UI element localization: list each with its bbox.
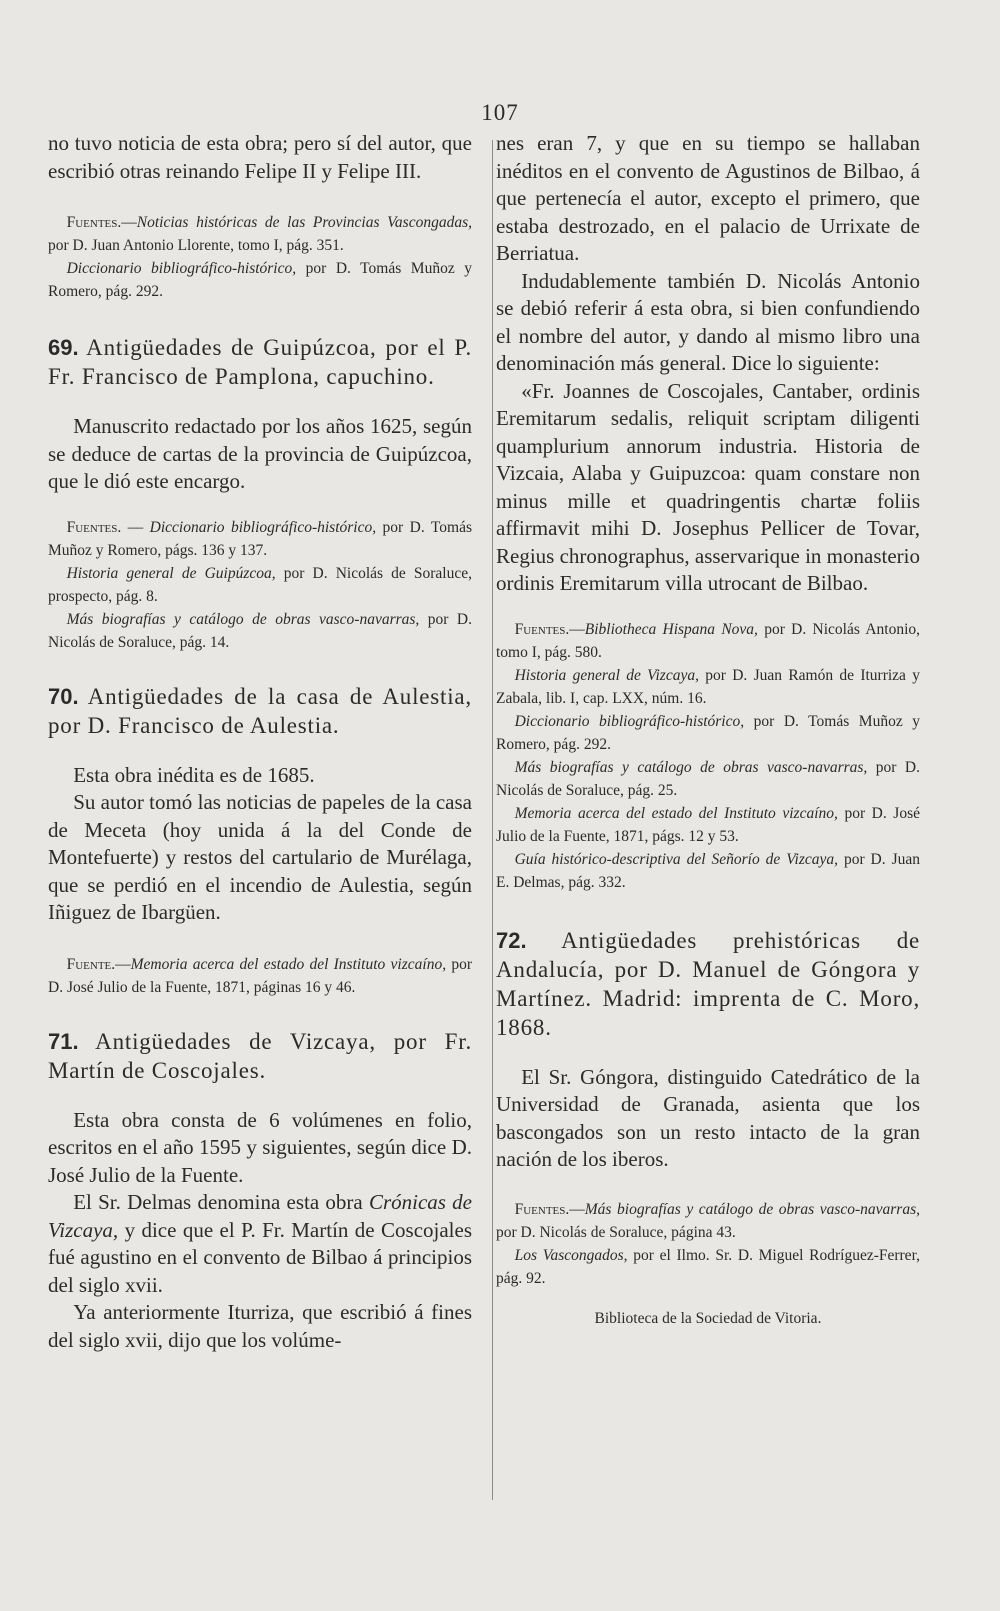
sources-note — [496, 618, 920, 894]
right-column — [496, 130, 920, 1328]
left-column — [48, 130, 472, 1354]
sources-note — [48, 516, 472, 654]
source-entry — [48, 562, 472, 608]
source-title: Más biografías y catálogo de obras vasco-navarras, — [514, 758, 868, 776]
sources-note — [496, 1198, 920, 1290]
paragraph: Indudablemente también D. Nicolás Antonio se debió referir á esta obra, si bien confundiendo el nombre del autor, y dando al mismo libro una denominación más general. Dice lo siguiente: — [496, 268, 920, 375]
source-title: Bibliotheca Hispana Nova, — [584, 620, 758, 638]
paragraph: no tuvo noticia de esta obra; pero sí del autor, que escribió otras reinando Felipe II y Felipe III. — [48, 131, 472, 183]
sources-label: Fuentes. — — [66, 518, 150, 536]
entry-number: 70. — [48, 683, 79, 709]
quotation: «Fr. Joannes de Coscojales, Cantaber, ordinis Eremitarum sedalis, reliquit scriptam diligenti quamplurium annorum industria. Historia de Vizcaia, Alaba y Guipuzcoa: quam constare non minus mille et quadringentis chartæ foliis affirmavit mihi D. Josephus Pellicer de Tovar, Regius chronographus, asservarique in monasterio ordinis Eremitarum villa utrocant de Bilbao. — [496, 378, 920, 595]
source-entry — [48, 608, 472, 654]
source-entry — [48, 516, 472, 562]
entry-title: Antigüedades de la casa de Aulestia, por D. Francisco de Aulestia. — [48, 683, 472, 738]
paragraph: Esta obra consta de 6 volúmenes en folio, escritos en el año 1595 y siguientes, según dice D. José Julio de la Fuente. — [48, 1107, 472, 1187]
source-detail: por el Ilmo. Sr. D. Miguel Rodríguez-Ferrer, pág. 92. — [496, 1246, 920, 1287]
paragraph: Esta obra inédita es de 1685. — [73, 762, 315, 787]
paragraph: El Sr. Góngora, distinguido Catedrático de la Universidad de Granada, asienta que los bascongados son un resto intacto de la gran nación de los iberos. — [496, 1064, 920, 1171]
source-detail: por D. Nicolás de Soraluce, prospecto, pág. 8. — [48, 564, 472, 605]
entry-number: 72. — [496, 927, 527, 953]
paragraph: Su autor tomó las noticias de papeles de la casa de Meceta (hoy unida á la del Conde de Montefuerte) y restos del cartulario de Murélaga, que se perdió en el incendio de Aulestia, según Iñiguez de Ibargüen. — [48, 790, 472, 924]
source-entry — [496, 618, 920, 664]
source-detail: por D. Nicolás Antonio, tomo I, pág. 580. — [496, 620, 921, 661]
source-entry — [496, 802, 920, 848]
work-title: Crónicas de Vizcaya, — [48, 1190, 472, 1242]
source-entry — [48, 257, 472, 303]
entry-title: Antigüedades de Vizcaya, por Fr. Martín de Coscojales. — [48, 1028, 472, 1083]
source-detail: por D. Tomás Muñoz y Romero, págs. 136 y 137. — [48, 518, 472, 559]
source-detail: por D. Juan Ramón de Iturriza y Zabala, lib. I, cap. LXX, núm. 16. — [496, 666, 920, 707]
entry-number: 71. — [48, 1028, 79, 1054]
source-entry — [496, 1244, 920, 1290]
paragraph-text: y dice que el P. Fr. Martín de Coscojales fué agustino en el convento de Bilbao á principios del siglo xvii. — [48, 1217, 472, 1297]
source-title: Diccionario bibliográfico-histórico, — [149, 518, 377, 536]
source-entry — [496, 1198, 920, 1244]
source-title: Diccionario bibliográfico-histórico, — [514, 712, 745, 730]
entry-heading — [48, 682, 472, 740]
source-entry — [48, 953, 472, 999]
source-entry — [496, 710, 920, 756]
source-title: Noticias históricas de las Provincias Vascongadas, — [136, 214, 472, 231]
source-title: Memoria acerca del estado del Instituto vizcaíno, — [514, 804, 838, 822]
sources-label: Fuente.— — [66, 955, 131, 973]
source-title: Memoria acerca del estado del Instituto vizcaíno, — [130, 955, 447, 973]
source-detail: por D. Tomás Muñoz y Romero, pág. 292. — [48, 260, 472, 300]
sources-note — [48, 211, 472, 303]
entry-number: 69. — [48, 335, 79, 360]
source-entry — [48, 211, 472, 257]
sources-label: Fuentes.— — [514, 1200, 585, 1218]
paragraph: nes eran 7, y que en su tiempo se hallaban inéditos en el convento de Agustinos de Bilbao, á que pertenecía el autor, excepto el primero, que estaba destrozado, en el palacio de Urrixate de Berriatua. — [496, 131, 920, 265]
source-title: Los Vascongados, — [514, 1246, 628, 1264]
source-title: Historia general de Guipúzcoa, — [66, 564, 276, 582]
source-detail: por D. Nicolás de Soraluce, pág. 14. — [48, 610, 472, 651]
entry-heading — [496, 926, 920, 1042]
paragraph — [48, 1189, 472, 1299]
source-title: Historia general de Vizcaya, — [514, 666, 699, 684]
source-detail: por D. José Julio de la Fuente, 1871, págs. 12 y 53. — [496, 804, 920, 845]
entry-heading — [48, 333, 472, 391]
paragraph: Ya anteriormente Iturriza, que escribió á fines del siglo xvii, dijo que los volúme- — [48, 1300, 472, 1352]
source-entry — [496, 848, 920, 894]
source-detail: por D. Juan E. Delmas, pág. 332. — [496, 850, 920, 891]
source-detail: por D. José Julio de la Fuente, 1871, páginas 16 y 46. — [48, 955, 472, 996]
column-divider — [492, 140, 493, 1500]
entry-title: Antigüedades prehistóricas de Andalucía, por D. Manuel de Góngora y Martínez. Madrid: imprenta de C. Moro, 1868. — [496, 927, 920, 1040]
source-title: Guía histórico-descriptiva del Señorío de Vizcaya, — [514, 850, 839, 868]
entry-heading — [48, 1027, 472, 1085]
paragraph: Manuscrito redactado por los años 1625, según se deduce de cartas de la provincia de Guipúzcoa, que le dió este encargo. — [48, 414, 472, 493]
sources-note — [48, 953, 472, 999]
sources-label: Fuentes.— — [514, 620, 585, 638]
source-title: Diccionario bibliográfico-histórico, — [66, 260, 297, 277]
source-title: Más biografías y catálogo de obras vasco-navarras, — [66, 610, 420, 628]
page-number: 107 — [481, 100, 519, 125]
source-detail: por D. Tomás Muñoz y Romero, pág. 292. — [496, 712, 920, 753]
source-entry — [496, 664, 920, 710]
source-detail: por D. Nicolás de Soraluce, pág. 25. — [496, 758, 920, 799]
paragraph-text: El Sr. Delmas denomina esta obra — [73, 1190, 369, 1214]
source-title: Más biografías y catálogo de obras vasco-navarras, — [584, 1200, 920, 1218]
page-footer: Biblioteca de la Sociedad de Vitoria. — [594, 1309, 822, 1327]
entry-title: Antigüedades de Guipúzcoa, por el P. Fr. Francisco de Pamplona, capuchino. — [48, 335, 472, 389]
source-entry — [496, 756, 920, 802]
source-detail: por D. Nicolás de Soraluce, página 43. — [496, 1223, 736, 1241]
sources-label: Fuentes.— — [66, 214, 137, 231]
source-detail: por D. Juan Antonio Llorente, tomo I, pág. 351. — [48, 237, 344, 254]
